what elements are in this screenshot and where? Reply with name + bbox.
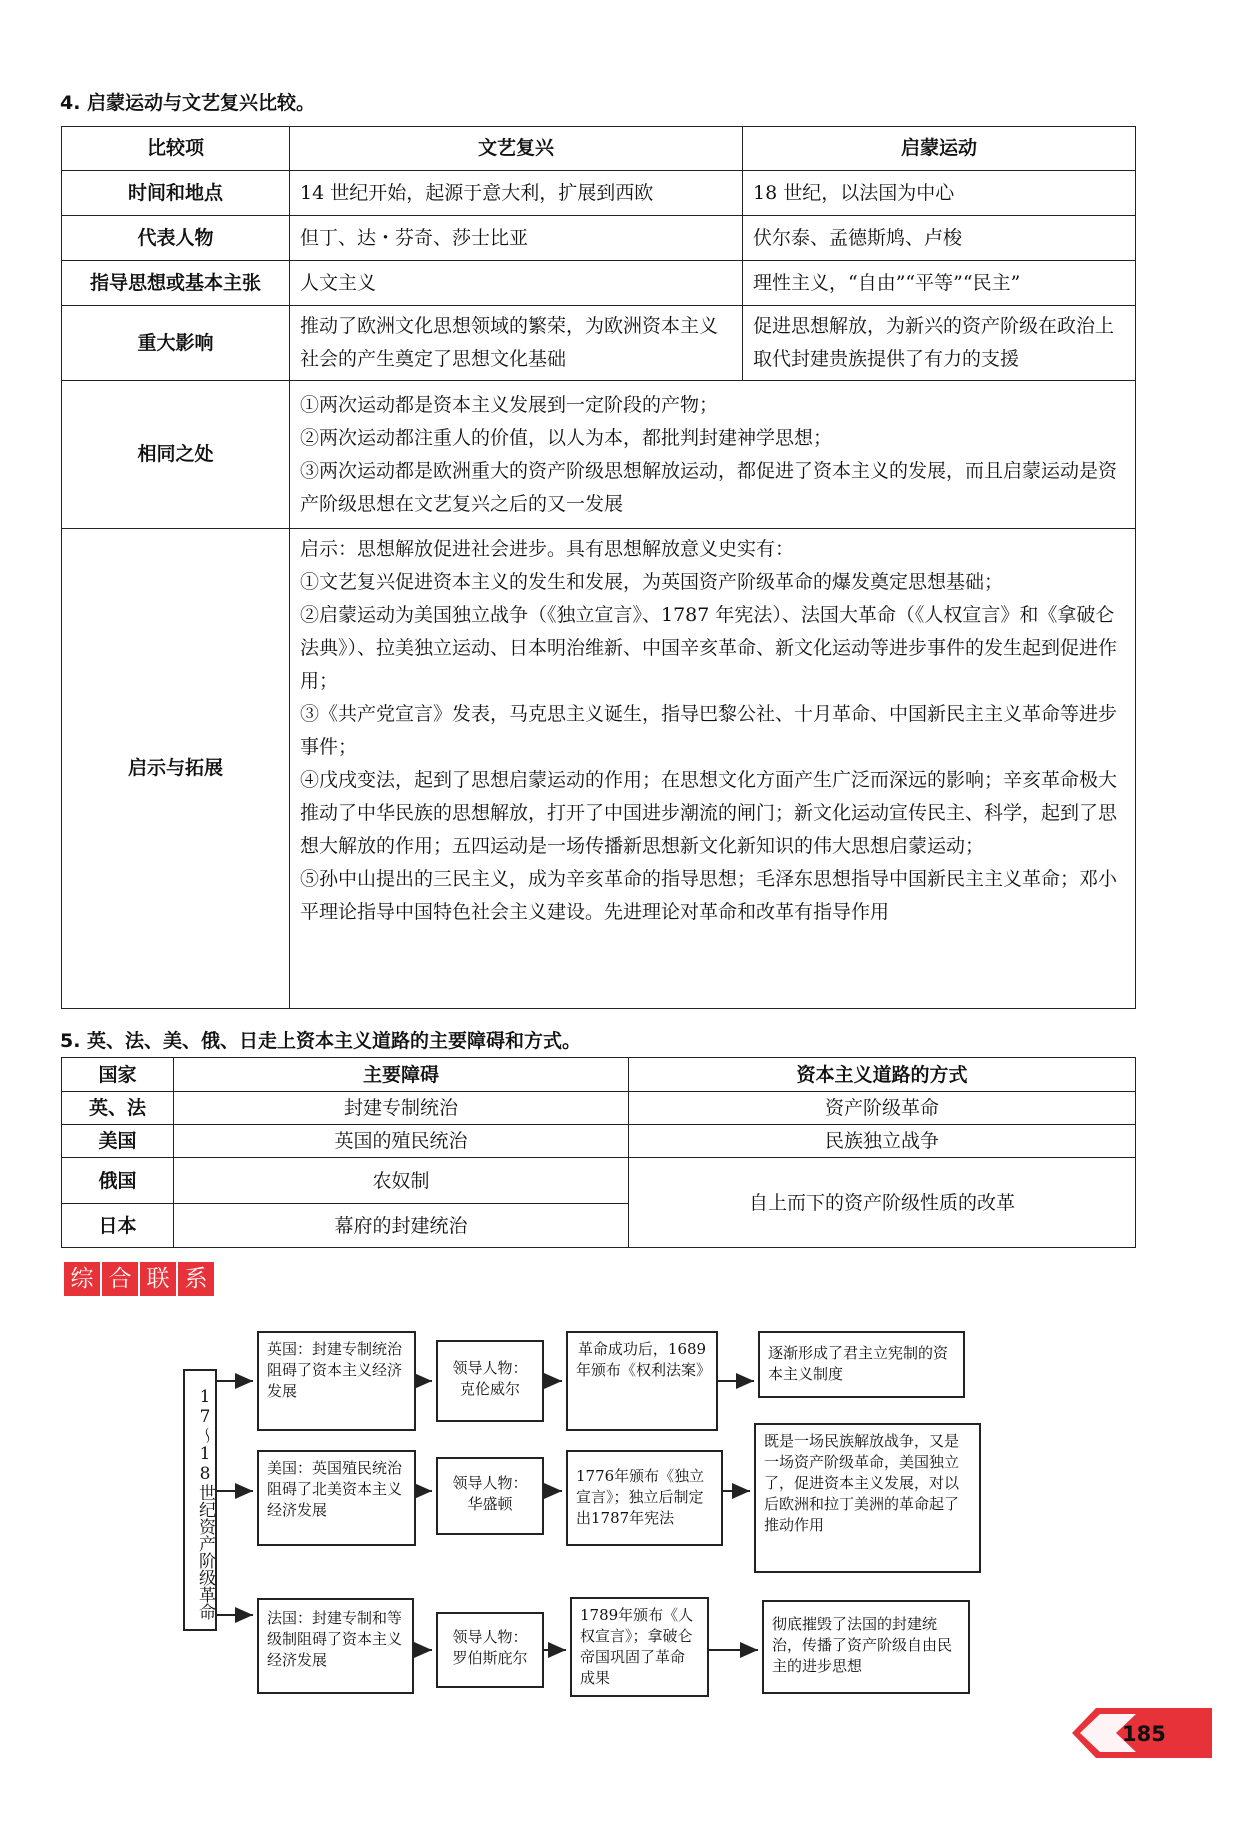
- usa-obstacle-box: 美国：英国殖民统治阻碍了北美资本主义经济发展: [257, 1450, 416, 1546]
- country-cell: 日本: [62, 1204, 174, 1248]
- cell-renaissance: 推动了欧洲文化思想领域的繁荣，为欧洲资本主义社会的产生奠定了思想文化基础: [290, 306, 743, 381]
- row-label: 启示与拓展: [62, 529, 290, 1009]
- way-cell: 民族独立战争: [629, 1125, 1136, 1158]
- obstacle-cell: 幕府的封建统治: [174, 1204, 629, 1248]
- usa-result-box: 既是一场民族解放战争，又是一场资产阶级革命，美国独立了，促进资本主义发展，对以后欧洲和拉丁美洲的革命起了推动作用: [754, 1423, 981, 1573]
- england-result-box: 逐渐形成了君主立宪制的资本主义制度: [758, 1331, 965, 1398]
- row-label: 指导思想或基本主张: [62, 261, 290, 306]
- badge-char: 合: [102, 1262, 138, 1296]
- badge-char: 综: [64, 1262, 100, 1296]
- usa-leader-box: 领导人物：华盛顿: [436, 1457, 544, 1535]
- extension-point: ①文艺复兴促进资本主义的发生和发展，为英国资产阶级革命的爆发奠定思想基础；: [300, 571, 1004, 593]
- page-number-badge: [1072, 1708, 1212, 1758]
- obstacle-cell: 封建专制统治: [174, 1092, 629, 1125]
- extension-point: ②启蒙运动为美国独立战争（《独立宣言》、1787 年宪法）、法国大革命（《人权宣言》和《拿破仑法典》）、拉美独立运动、日本明治维新、中国辛亥革命、新文化运动等进步事件的发生起到促进作用；: [300, 604, 1118, 692]
- header-country: 国家: [62, 1058, 174, 1092]
- extension-point: ⑤孙中山提出的三民主义，成为辛亥革命的指导思想；毛泽东思想指导中国新民主主义革命；邓小平理论指导中国特色社会主义建设。先进理论对革命和改革有指导作用: [300, 868, 1118, 923]
- france-obstacle-box: 法国：封建专制和等级制阻碍了资本主义经济发展: [257, 1598, 414, 1694]
- country-cell: 美国: [62, 1125, 174, 1158]
- row-label: 时间和地点: [62, 171, 290, 216]
- section-5-title: 5. 英、法、美、俄、日走上资本主义道路的主要障碍和方式。: [60, 1030, 582, 1052]
- england-law-box: 革命成功后，1689年颁布《权利法案》: [566, 1331, 718, 1431]
- extension-point: 启示：思想解放促进社会进步。具有思想解放意义史实有：: [300, 538, 795, 560]
- france-leader-box: 领导人物：罗伯斯庇尔: [436, 1612, 544, 1688]
- obstacle-cell: 英国的殖民统治: [174, 1125, 629, 1158]
- country-cell: 俄国: [62, 1158, 174, 1204]
- similarity-point: ①两次运动都是资本主义发展到一定阶段的产物；: [300, 393, 719, 416]
- header-obstacle: 主要障碍: [174, 1058, 629, 1092]
- section-4-title: 4. 启蒙运动与文艺复兴比较。: [60, 92, 316, 114]
- usa-law-box: 1776年颁布《独立宣言》；独立后制定出1787年宪法: [566, 1450, 723, 1546]
- merged-way-cell: 自上而下的资产阶级性质的改革: [629, 1158, 1136, 1248]
- row-label: 代表人物: [62, 216, 290, 261]
- france-result-box: 彻底摧毁了法国的封建统治，传播了资产阶级自由民主的进步思想: [762, 1600, 970, 1694]
- cell-renaissance: 人文主义: [290, 261, 743, 306]
- header-way: 资本主义道路的方式: [629, 1058, 1136, 1092]
- header-compare: 比较项: [62, 127, 290, 171]
- france-law-box: 1789年颁布《人权宣言》；拿破仑帝国巩固了革命成果: [570, 1597, 709, 1697]
- badge-char: 系: [178, 1262, 214, 1296]
- england-obstacle-box: 英国：封建专制统治阻碍了资本主义经济发展: [257, 1331, 416, 1431]
- way-cell: 资产阶级革命: [629, 1092, 1136, 1125]
- cell-renaissance: 但丁、达・芬奇、莎士比亚: [290, 216, 743, 261]
- badge-char: 联: [140, 1262, 176, 1296]
- header-renaissance: 文艺复兴: [290, 127, 743, 171]
- country-cell: 英、法: [62, 1092, 174, 1125]
- header-enlightenment: 启蒙运动: [743, 127, 1136, 171]
- diagram-root: 17～18世纪资产阶级革命: [183, 1369, 217, 1631]
- cell-enlightenment: 理性主义，“自由”“平等”“民主”: [743, 261, 1136, 306]
- row-label: 相同之处: [62, 381, 290, 529]
- cell-enlightenment: 伏尔泰、孟德斯鸠、卢梭: [743, 216, 1136, 261]
- cell-enlightenment: 18 世纪，以法国为中心: [743, 171, 1136, 216]
- similarity-point: ②两次运动都注重人的价值，以人为本，都批判封建神学思想；: [300, 426, 833, 449]
- cell-enlightenment: 促进思想解放，为新兴的资产阶级在政治上取代封建贵族提供了有力的支援: [743, 306, 1136, 381]
- obstacle-cell: 农奴制: [174, 1158, 629, 1204]
- cell-renaissance: 14 世纪开始，起源于意大利，扩展到西欧: [290, 171, 743, 216]
- page-number: 185: [1122, 1722, 1166, 1746]
- extension-point: ③《共产党宣言》发表，马克思主义诞生，指导巴黎公社、十月革命、中国新民主主义革命等进步事件；: [300, 703, 1118, 758]
- row-label: 重大影响: [62, 306, 290, 381]
- england-leader-box: 领导人物：克伦威尔: [436, 1340, 544, 1422]
- similarity-point: ③两次运动都是欧洲重大的资产阶级思想解放运动，都促进了资本主义的发展，而且启蒙运动是资产阶级思想在文艺复兴之后的又一发展: [300, 459, 1118, 515]
- extension-point: ④戊戌变法，起到了思想启蒙运动的作用；在思想文化方面产生广泛而深远的影响；辛亥革命极大推动了中华民族的思想解放，打开了中国进步潮流的闸门；新文化运动宣传民主、科学，起到了思想大解放的作用；五四运动是一场传播新思想新文化新知识的伟大思想启蒙运动；: [300, 769, 1118, 857]
